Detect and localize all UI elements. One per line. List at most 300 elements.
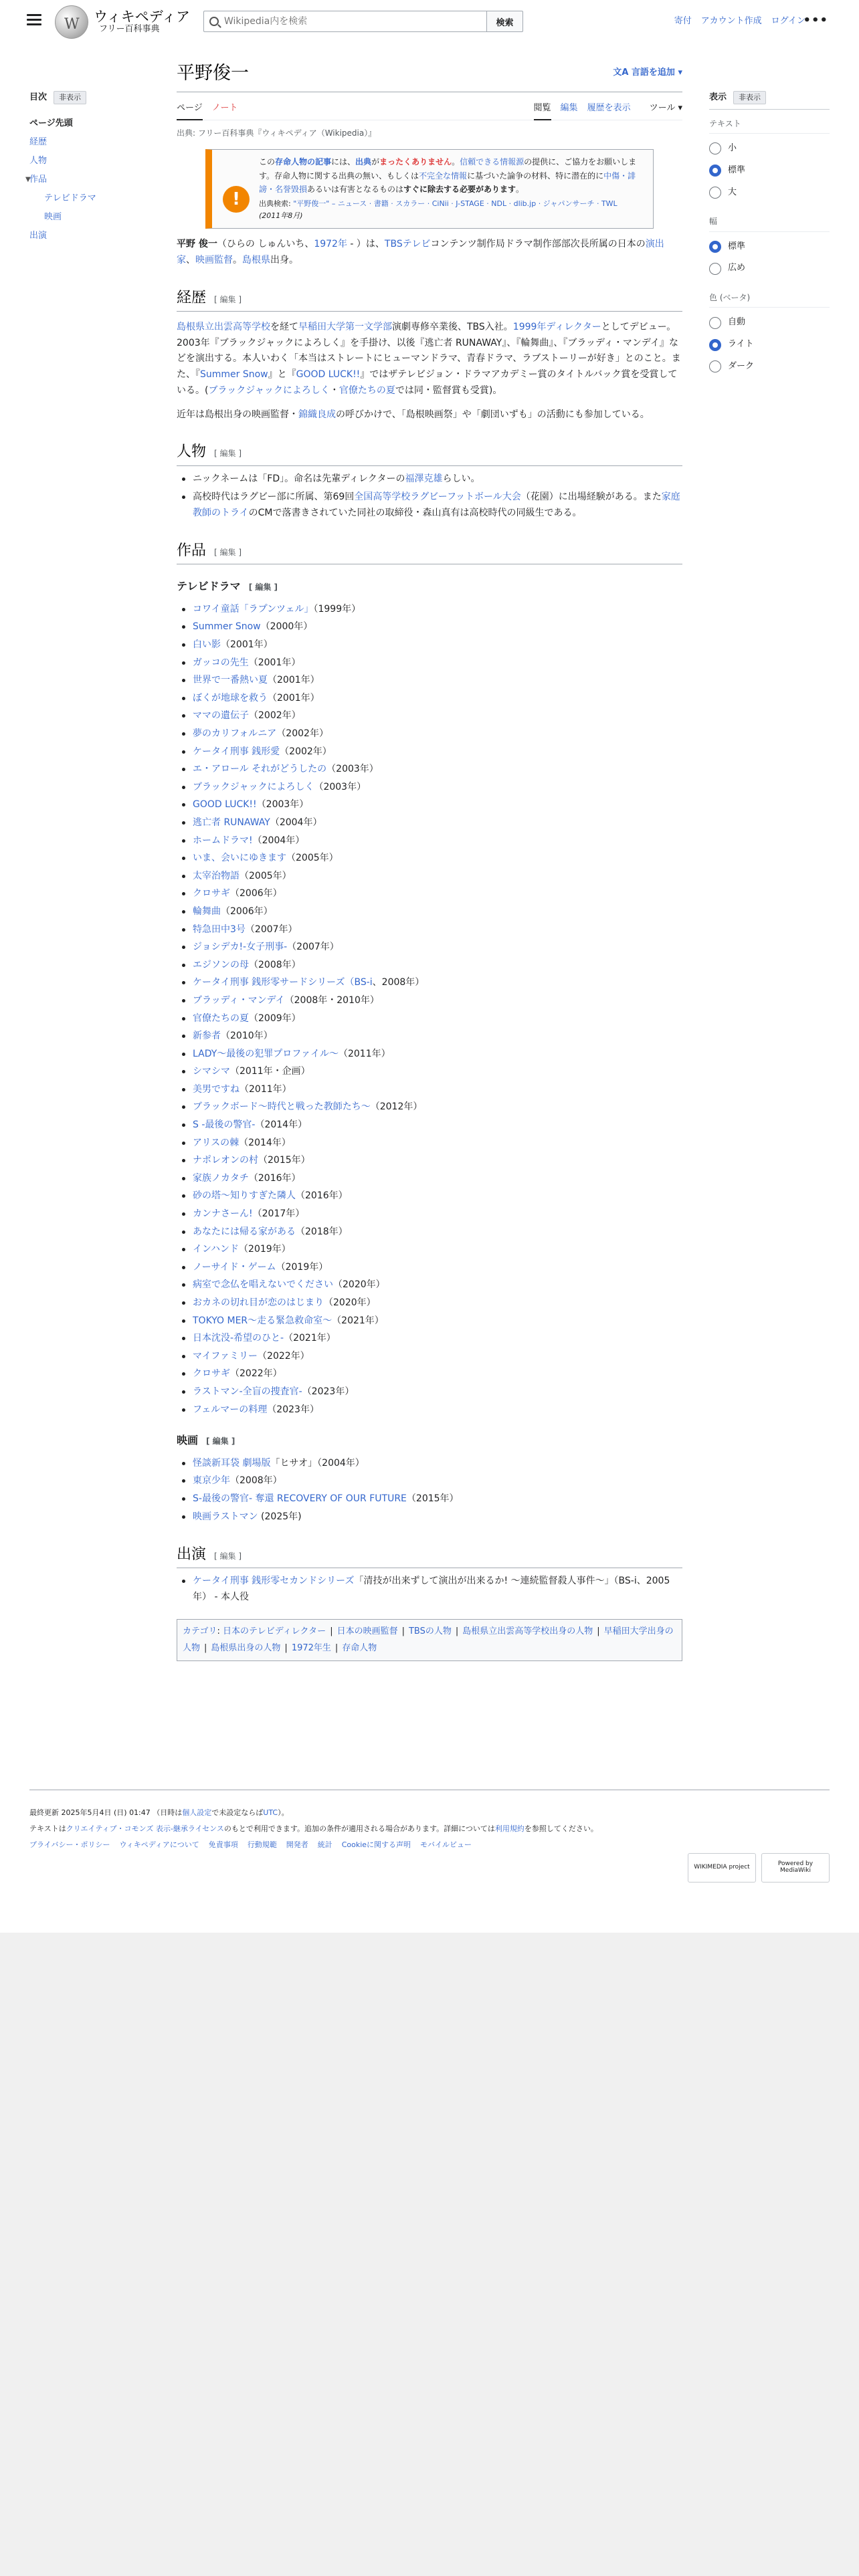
from-line: 出典: フリー百科事典『ウィキペディア（Wikipedia）』 — [177, 128, 377, 138]
link-1972[interactable]: 1972年 — [314, 238, 347, 249]
heading-works: 作品 — [177, 542, 207, 560]
list-item — [177, 1223, 682, 1241]
list-item — [177, 796, 682, 814]
tv-work-link[interactable]: 砂の塔〜知りすぎた隣人 — [193, 1190, 296, 1202]
tv-list — [177, 601, 682, 1418]
footer-link[interactable]: 行動規範 — [247, 1840, 277, 1850]
fact-text: ニックネームは「FD」。命名は先輩ディレクターの — [193, 473, 405, 484]
tv-work-year: （2001年） — [221, 639, 273, 651]
tv-work-link[interactable]: Summer Snow — [193, 621, 261, 633]
link-good-luck[interactable]: GOOD LUCK!! — [296, 369, 361, 381]
list-item — [177, 1490, 682, 1508]
person-list — [177, 471, 682, 522]
link-tbs[interactable]: TBSテレビ — [384, 238, 431, 249]
footer-text: 最終更新 2025年5月4日 (日) 01:47 （日時は — [29, 1808, 183, 1817]
tv-work-year: （2001年） — [268, 675, 320, 686]
create-account-link[interactable]: アカウント作成 — [700, 16, 762, 26]
list-item — [177, 1134, 682, 1152]
add-language-button[interactable]: 文A 言語を追加 ▾ — [613, 68, 682, 78]
list-item — [177, 778, 682, 796]
tv-work-link[interactable]: 官僚たちの夏 — [193, 1012, 249, 1024]
edit-career[interactable]: [ 編集 ] — [214, 294, 242, 304]
film-work-link[interactable]: S-最後の警官- 奪還 RECOVERY OF OUR FUTURE — [193, 1493, 407, 1504]
link-kanryo[interactable]: 官僚たちの夏 — [339, 385, 395, 396]
list-item — [177, 1045, 682, 1063]
ambox-bold-text: すぐに除去する必要があります — [403, 185, 516, 195]
section-career — [177, 286, 682, 312]
category-link[interactable]: 島根県立出雲高等学校出身の人物 — [462, 1626, 593, 1636]
mediawiki-badge[interactable]: Powered by MediaWiki — [761, 1853, 830, 1883]
lead-name: 平野 俊一 — [177, 238, 217, 249]
toc-item-tv[interactable]: テレビドラマ — [44, 193, 96, 203]
tv-work-year: （2014年） — [255, 1119, 308, 1131]
footer-link[interactable]: Cookieに関する声明 — [341, 1840, 411, 1850]
tv-work-year: 、2008年） — [372, 977, 425, 988]
radio-text-standard[interactable] — [709, 164, 830, 178]
tv-work-link[interactable]: LADY〜最後の犯罪プロファイル〜 — [193, 1048, 339, 1059]
category-link[interactable]: TBSの人物 — [408, 1626, 452, 1636]
donate-link[interactable]: 寄付 — [674, 16, 692, 26]
header — [0, 0, 859, 45]
list-item — [177, 636, 682, 654]
film-work-year: （2008年） — [230, 1475, 282, 1487]
tv-work-link[interactable]: ブラッディ・マンデイ — [193, 994, 285, 1006]
width-label: 幅 — [709, 215, 830, 231]
ambox-date: (2011年8月) — [259, 211, 303, 221]
list-item — [177, 903, 682, 921]
tv-work-year: （2010年） — [221, 1031, 273, 1042]
ambox-text: 。 — [452, 157, 460, 167]
career-text: の呼びかけで、「島根映画祭」や「劇団いずも」の活動にも参加している。 — [336, 409, 650, 420]
film-work-year: (2025年) — [258, 1511, 302, 1522]
tv-work-link[interactable]: マイファミリー — [193, 1350, 258, 1362]
tv-work-link[interactable]: ジョシデカ!-女子刑事- — [193, 942, 288, 953]
link-waseda[interactable]: 早稲田大学第一文学部 — [298, 321, 392, 332]
table-of-contents — [25, 91, 163, 245]
tv-work-link[interactable]: フェルマーの料理 — [193, 1404, 268, 1415]
radio-text-large[interactable] — [709, 186, 830, 200]
tv-work-link[interactable]: 日本沈没-希望のひと- — [193, 1333, 284, 1344]
site-logo[interactable] — [55, 5, 190, 39]
link-fukuzawa[interactable]: 福澤克雄 — [405, 473, 443, 484]
ambox-source-label: 出典検索 — [259, 199, 288, 208]
tv-work-year: （2001年） — [268, 692, 320, 704]
list-item — [177, 849, 682, 867]
list-item — [177, 1027, 682, 1045]
lead-text: （ひらの しゅんいち、 — [217, 238, 314, 249]
ambox-link-living[interactable]: 存命人物の記事 — [275, 157, 332, 167]
radio-color-auto[interactable] — [709, 316, 830, 330]
link-izumo-high[interactable]: 島根県立出雲高等学校 — [177, 321, 270, 332]
radio-color-light[interactable] — [709, 338, 830, 352]
search-form — [203, 11, 523, 32]
tv-work-year: （2019年） — [276, 1261, 328, 1273]
lead-paragraph — [177, 237, 682, 269]
list-item — [177, 725, 682, 743]
radio-width-standard[interactable] — [709, 240, 830, 254]
tv-work-year: （2006年） — [230, 888, 282, 899]
link-cc-license[interactable]: クリエイティブ・コモンズ 表示-継承ライセンス — [66, 1824, 224, 1834]
toc-title: 目次 — [29, 92, 47, 102]
radio-label: 自動 — [728, 317, 746, 328]
tv-work-year: （2023年） — [267, 1404, 319, 1415]
list-item — [177, 1574, 682, 1606]
list-item — [177, 832, 682, 850]
footer-link[interactable]: 開発者 — [286, 1840, 308, 1850]
category-separator: | — [284, 1642, 288, 1653]
ambox-warning-text: まったくありません — [379, 157, 452, 167]
lead-text: コンテンツ制作局ドラマ制作部部次長所属の日本の — [430, 238, 646, 249]
toc-item-person[interactable]: 人物 — [29, 155, 47, 166]
toc-item-film[interactable]: 映画 — [44, 211, 62, 222]
heading-appearances: 出演 — [177, 1546, 207, 1564]
category-link[interactable]: 存命人物 — [342, 1642, 377, 1653]
tv-work-year: （2005年） — [286, 853, 339, 864]
tv-work-link[interactable]: ケータイ刑事 銭形零サードシリーズ（BS-i — [193, 977, 373, 988]
tv-work-link[interactable]: エジソンの母 — [193, 959, 249, 970]
list-item — [177, 743, 682, 761]
list-item — [177, 885, 682, 903]
link-utc[interactable]: UTC — [263, 1808, 278, 1817]
page-title: 平野俊一 — [177, 63, 249, 84]
tv-work-year: （2011年） — [338, 1048, 391, 1059]
panel-hide-button[interactable]: 非表示 — [733, 91, 766, 104]
toc-item-career[interactable]: 経歴 — [29, 136, 47, 147]
film-list — [177, 1455, 682, 1525]
footer-link[interactable]: プライバシー・ポリシー — [29, 1840, 110, 1850]
tv-work-link[interactable]: 病室で念仏を唱えないでください — [193, 1279, 333, 1291]
list-item — [177, 1329, 682, 1348]
wikimedia-badge[interactable]: WIKIMEDIA project — [688, 1853, 756, 1883]
career-text: 演劇専修卒業後、TBS入社。 — [392, 321, 513, 332]
list-item — [177, 1170, 682, 1188]
ambox-text: この — [259, 157, 276, 167]
more-options-icon[interactable]: ••• — [803, 13, 828, 27]
tv-work-link[interactable]: ラストマン-全盲の捜査官- — [193, 1386, 302, 1397]
ambox-text: には、 — [331, 157, 356, 167]
tv-work-year: （2016年） — [296, 1190, 348, 1202]
list-item — [177, 956, 682, 974]
tv-work-year: （2022年） — [230, 1368, 282, 1380]
edit-works[interactable]: [ 編集 ] — [214, 548, 242, 558]
tv-work-year: （2004年） — [270, 817, 322, 828]
link-preferences[interactable]: 個人設定 — [182, 1808, 212, 1817]
category-separator: | — [204, 1642, 207, 1653]
tv-work-link[interactable]: おカネの切れ目が恋のはじまり — [193, 1297, 324, 1308]
lead-text: 出身。 — [270, 254, 298, 265]
ambox-link-source[interactable]: 出典 — [355, 157, 372, 167]
list-item — [177, 1241, 682, 1259]
radio-label: 標準 — [728, 241, 746, 251]
lead-text: - ）は、 — [347, 238, 385, 249]
tv-work-year: （2023年） — [302, 1386, 355, 1397]
wikipedia-globe-icon — [55, 5, 88, 39]
career-text: を経て — [270, 321, 298, 332]
tv-work-year: （2003年） — [256, 799, 309, 811]
tv-work-year: （2012年） — [370, 1101, 423, 1113]
search-input[interactable] — [224, 16, 478, 27]
footer-text: を参照してください。 — [524, 1824, 598, 1834]
main-menu-icon[interactable] — [27, 14, 41, 26]
tv-work-year: （2008年・2010年） — [284, 994, 379, 1006]
list-item — [177, 601, 682, 619]
login-link[interactable]: ログイン — [771, 16, 805, 26]
tv-work-link[interactable]: ぼくが地球を救う — [193, 692, 268, 704]
list-item — [177, 1472, 682, 1490]
tv-work-year: （2022年） — [258, 1350, 310, 1362]
fact-text: 高校時代はラグビー部に所属、第69回 — [193, 492, 355, 503]
tv-work-link[interactable]: クロサギ — [193, 1368, 230, 1380]
ambox-source-links[interactable]: "平野俊一" – ニュース · 書籍 · スカラー · CiNii · J-STAGE · NDL · dlib.jp · ジャパンサーチ · TWL — [293, 199, 617, 208]
list-item — [177, 618, 682, 636]
tv-work-year: （2007年） — [245, 924, 298, 935]
edit-film[interactable]: [ 編集 ] — [206, 1436, 235, 1446]
ambox-text: あるいは有害となるものは — [307, 185, 404, 195]
notice-box: ! この存命人物の記事には、出典がまったくありません。信頼できる情報源の提供に、ご協力をお願いします。存命人物に関する出典の無い、もしくは不完全な情報に基づいた論争の材料、特に潜在的に中傷・誹謗・名誉毀損あるいは有害となるものはすぐに除去する必要があります。 出典検索: "平野俊一" – ニュース · 書籍 · スカラー · CiNii · J-STAGE · NDL · dlib.jp · ジャパンサーチ · TWL (2011年8月) — [205, 149, 654, 229]
logo-title: ウィキペディア — [94, 9, 191, 25]
ambox-link-defamation[interactable]: 中傷・誹謗・名誉毀損 — [259, 171, 636, 195]
list-item — [177, 1508, 682, 1526]
tv-work-link[interactable]: ホームドラマ! — [193, 835, 253, 846]
tv-work-link[interactable]: アリスの棘 — [193, 1137, 240, 1148]
tv-work-year: （2009年） — [249, 1012, 301, 1024]
tab-history[interactable]: 履歴を表示 — [587, 103, 631, 114]
tv-work-link[interactable]: TOKYO MER〜走る緊急救命室〜 — [193, 1315, 332, 1326]
tv-work-year: （2007年） — [287, 942, 339, 953]
category-separator: | — [597, 1626, 600, 1636]
tv-work-link[interactable]: 新参者 — [193, 1031, 221, 1042]
film-work-link[interactable]: 東京少年 — [193, 1475, 230, 1487]
tab-edit[interactable]: 編集 — [560, 103, 578, 114]
section-tv — [177, 578, 682, 595]
tv-work-link[interactable]: 夢のカリフォルニア — [193, 728, 277, 739]
link-rugby[interactable]: 全国高等学校ラグビーフットボール大会 — [354, 492, 521, 503]
list-item — [177, 938, 682, 956]
career-text: 近年は島根出身の映画監督・ — [177, 409, 298, 420]
list-item — [177, 1063, 682, 1081]
list-item — [177, 671, 682, 689]
tv-work-link[interactable]: シマシマ — [193, 1066, 230, 1077]
heading-tv: テレビドラマ — [177, 580, 241, 593]
tv-work-year: （2016年） — [248, 1172, 301, 1184]
career-paragraph-1 — [177, 320, 682, 399]
tv-work-year: （2020年） — [333, 1279, 385, 1291]
list-item — [177, 1116, 682, 1134]
tv-work-link[interactable]: 白い影 — [193, 639, 221, 651]
footer-link[interactable]: 統計 — [317, 1840, 332, 1850]
toc-item-top[interactable]: ページ先頭 — [29, 118, 73, 128]
radio-text-small[interactable] — [709, 142, 830, 156]
list-item — [177, 1276, 682, 1294]
link-director[interactable]: 演出家 — [177, 238, 664, 265]
tv-work-year: （2000年） — [260, 621, 313, 633]
heading-career: 経歴 — [177, 289, 207, 306]
link-blackjack[interactable]: ブラックジャックによろしく — [208, 385, 330, 396]
tv-work-link[interactable]: コワイ童話「ラプンツェル」 — [193, 603, 314, 615]
tv-work-link[interactable]: 特急田中3号 — [193, 924, 246, 935]
film-work-year: （2015年） — [406, 1493, 459, 1504]
panel-title: 表示 — [709, 92, 727, 102]
list-item — [177, 867, 682, 885]
tools-label: ツール — [649, 103, 676, 114]
tv-work-link[interactable]: ブラックジャックによろしく — [193, 781, 314, 792]
list-item — [177, 1455, 682, 1473]
tv-work-link[interactable]: ナポレオンの村 — [193, 1155, 258, 1166]
link-summer-snow[interactable]: Summer Snow — [200, 369, 268, 381]
category-separator: | — [335, 1642, 339, 1653]
tab-read[interactable]: 閲覧 — [534, 102, 551, 120]
tv-work-link[interactable]: エ・アロール それがどうしたの — [193, 764, 327, 775]
user-links — [665, 15, 805, 29]
tv-work-link[interactable]: クロサギ — [193, 888, 230, 899]
edit-person[interactable]: [ 編集 ] — [214, 449, 242, 459]
radio-label: ライト — [728, 339, 754, 350]
list-item — [177, 1152, 682, 1170]
link-shimane[interactable]: 島根県 — [242, 254, 270, 265]
search-box — [203, 11, 487, 32]
ambox-text: が — [371, 157, 380, 167]
ambox-text: の提供に、ご協力をお願いします。存命人物に関する出典の無い、もしくは — [259, 157, 637, 181]
tv-work-link[interactable]: ママの遺伝子 — [193, 710, 249, 722]
toc-item-works[interactable]: 作品 — [29, 174, 47, 185]
footer-link[interactable]: ウィキペディアについて — [119, 1840, 199, 1850]
article — [177, 59, 682, 1661]
tv-work-year: （2018年） — [296, 1226, 348, 1237]
footer-link[interactable]: 免責事項 — [208, 1840, 238, 1850]
category-separator: | — [330, 1626, 333, 1636]
footer-link[interactable]: モバイルビュー — [420, 1840, 472, 1850]
tab-talk[interactable]: ノート — [211, 103, 238, 114]
tv-work-link[interactable]: ケータイ刑事 銭形愛 — [193, 746, 280, 757]
tv-work-link[interactable]: カンナさーん! — [193, 1208, 253, 1220]
list-item — [177, 1401, 682, 1419]
section-film — [177, 1432, 682, 1449]
ambox-text: 。 — [516, 185, 524, 195]
chevron-down-icon[interactable]: ▼ — [25, 175, 31, 183]
tv-work-link[interactable]: GOOD LUCK!! — [193, 799, 257, 811]
tv-work-link[interactable]: ノーサイド・ゲーム — [193, 1261, 276, 1273]
radio-label: 標準 — [728, 165, 746, 175]
tv-work-year: （2002年） — [280, 746, 332, 757]
category-link[interactable]: 早稲田大学出身の人物 — [183, 1626, 674, 1653]
tv-work-year: （2002年） — [249, 710, 301, 722]
list-item — [177, 1010, 682, 1028]
tv-work-year: （2006年） — [221, 905, 273, 917]
film-work-link[interactable]: 映画ラストマン — [193, 1511, 258, 1522]
list-item — [177, 1383, 682, 1401]
list-item — [177, 974, 682, 992]
category-separator: | — [401, 1626, 405, 1636]
list-item — [177, 1205, 682, 1223]
radio-label: 大 — [728, 187, 737, 197]
link-nishikori[interactable]: 錦織良成 — [298, 409, 336, 420]
link-terms[interactable]: 利用規約 — [494, 1824, 524, 1834]
link-film-director[interactable]: 映画監督 — [195, 254, 233, 265]
tv-work-link[interactable]: 逃亡者 RUNAWAY — [193, 817, 270, 828]
film-work-link[interactable]: 怪談新耳袋 劇場版 — [193, 1457, 271, 1469]
tv-work-year: （2001年） — [248, 657, 301, 668]
search-button[interactable]: 検索 — [487, 11, 523, 32]
list-item — [177, 814, 682, 832]
tv-work-link[interactable]: いま、会いにゆきます — [193, 853, 286, 864]
film-work-year: 「ヒサオ」（2004年） — [270, 1457, 365, 1469]
section-appearances — [177, 1543, 682, 1568]
tv-work-link[interactable]: 太宰治物語 — [193, 870, 240, 881]
lead-text: 、 — [186, 254, 195, 265]
list-item — [177, 1081, 682, 1099]
ambox-link-reliable[interactable]: 信頼できる情報源 — [460, 157, 524, 167]
edit-tv[interactable]: [ 編集 ] — [248, 582, 278, 593]
tv-work-link[interactable]: ブラックボード〜時代と戦った教師たち〜 — [193, 1101, 371, 1113]
link-zenigata-rei[interactable]: ケータイ刑事 銭形零セカンドシリーズ — [193, 1576, 355, 1587]
ambox-text: に基づいた論争の材料、特に潜在的に — [467, 171, 604, 181]
toc-item-appearances[interactable]: 出演 — [29, 230, 47, 241]
ambox-link-incomplete[interactable]: 不完全な情報 — [419, 171, 468, 181]
tv-work-link[interactable]: 家族ノカタチ — [193, 1172, 249, 1184]
tv-work-year: （2011年・企画） — [230, 1066, 310, 1077]
tv-work-link[interactable]: 世界で一番熱い夏 — [193, 675, 268, 686]
category-link[interactable]: 日本の映画監督 — [337, 1626, 398, 1636]
category-label[interactable]: カテゴリ — [183, 1626, 217, 1636]
link-director-role[interactable]: ディレクター — [546, 321, 601, 332]
add-language-label: 言語を追加 — [631, 68, 675, 78]
category-link[interactable]: 1972年生 — [291, 1642, 331, 1653]
appearances-list — [177, 1574, 682, 1606]
radio-color-dark[interactable] — [709, 360, 830, 374]
tv-work-link[interactable]: S -最後の警官- — [193, 1119, 256, 1131]
category-link[interactable]: 日本のテレビディレクター — [223, 1626, 326, 1636]
heading-film: 映画 — [177, 1434, 199, 1447]
radio-width-wide[interactable] — [709, 261, 830, 276]
list-item — [177, 1259, 682, 1277]
toc-hide-button[interactable]: 非表示 — [54, 91, 86, 104]
link-1999[interactable]: 1999年 — [512, 321, 547, 332]
list-item — [177, 760, 682, 778]
tv-work-year: （2020年） — [324, 1297, 376, 1308]
tv-work-link[interactable]: インハンド — [193, 1244, 240, 1255]
list-item — [177, 1187, 682, 1205]
career-text: としてデビュー。2003年『ブラックジャックによろしく』を手掛け、以後『逃亡者 RUNAWAY』、『輪舞曲』、『ブラッディ・マンデイ』などを演出する。本人いわく「本当はストレートにヒューマンドラマ、青春ドラマ、ラブストーリーが好き」とのこと。また、『 — [177, 321, 681, 381]
license-line — [29, 1821, 830, 1837]
footer — [29, 1790, 830, 1874]
page-tabs — [177, 102, 682, 120]
list-item — [177, 689, 682, 708]
tv-work-link[interactable]: あなたには帰る家がある — [193, 1226, 296, 1237]
tv-work-year: （2008年） — [249, 959, 301, 970]
category-separator: | — [455, 1626, 459, 1636]
radio-label: ダーク — [728, 360, 755, 371]
category-link[interactable]: 島根県出身の人物 — [211, 1642, 281, 1653]
career-text: 』と『 — [268, 369, 296, 381]
list-item — [177, 707, 682, 725]
color-label: 色 (ベータ) — [709, 292, 830, 308]
edit-appearances[interactable]: [ 編集 ] — [214, 1551, 242, 1562]
list-item — [177, 921, 682, 939]
link-try[interactable]: 家庭教師のトライ — [193, 492, 680, 519]
tv-work-link[interactable]: 美男ですね — [193, 1083, 240, 1095]
footer-text: テキストは — [29, 1824, 66, 1834]
tv-work-year: （2003年） — [314, 781, 367, 792]
tv-work-link[interactable]: ガッコの先生 — [193, 657, 249, 668]
tv-work-link[interactable]: 輪舞曲 — [193, 905, 221, 917]
tab-page[interactable]: ページ — [177, 102, 203, 120]
fact-text: のCMで落書きされていた同社の取締役・森山真有は高校時代の同級生である。 — [248, 508, 582, 519]
lead-text: 。 — [233, 254, 242, 265]
tv-work-year: （2005年） — [240, 870, 292, 881]
footer-text: のもとで利用できます。追加の条件が適用される場合があります。詳細については — [223, 1824, 495, 1834]
footer-badges — [682, 1853, 830, 1883]
tab-tools[interactable]: ツール ▾ — [640, 102, 682, 120]
